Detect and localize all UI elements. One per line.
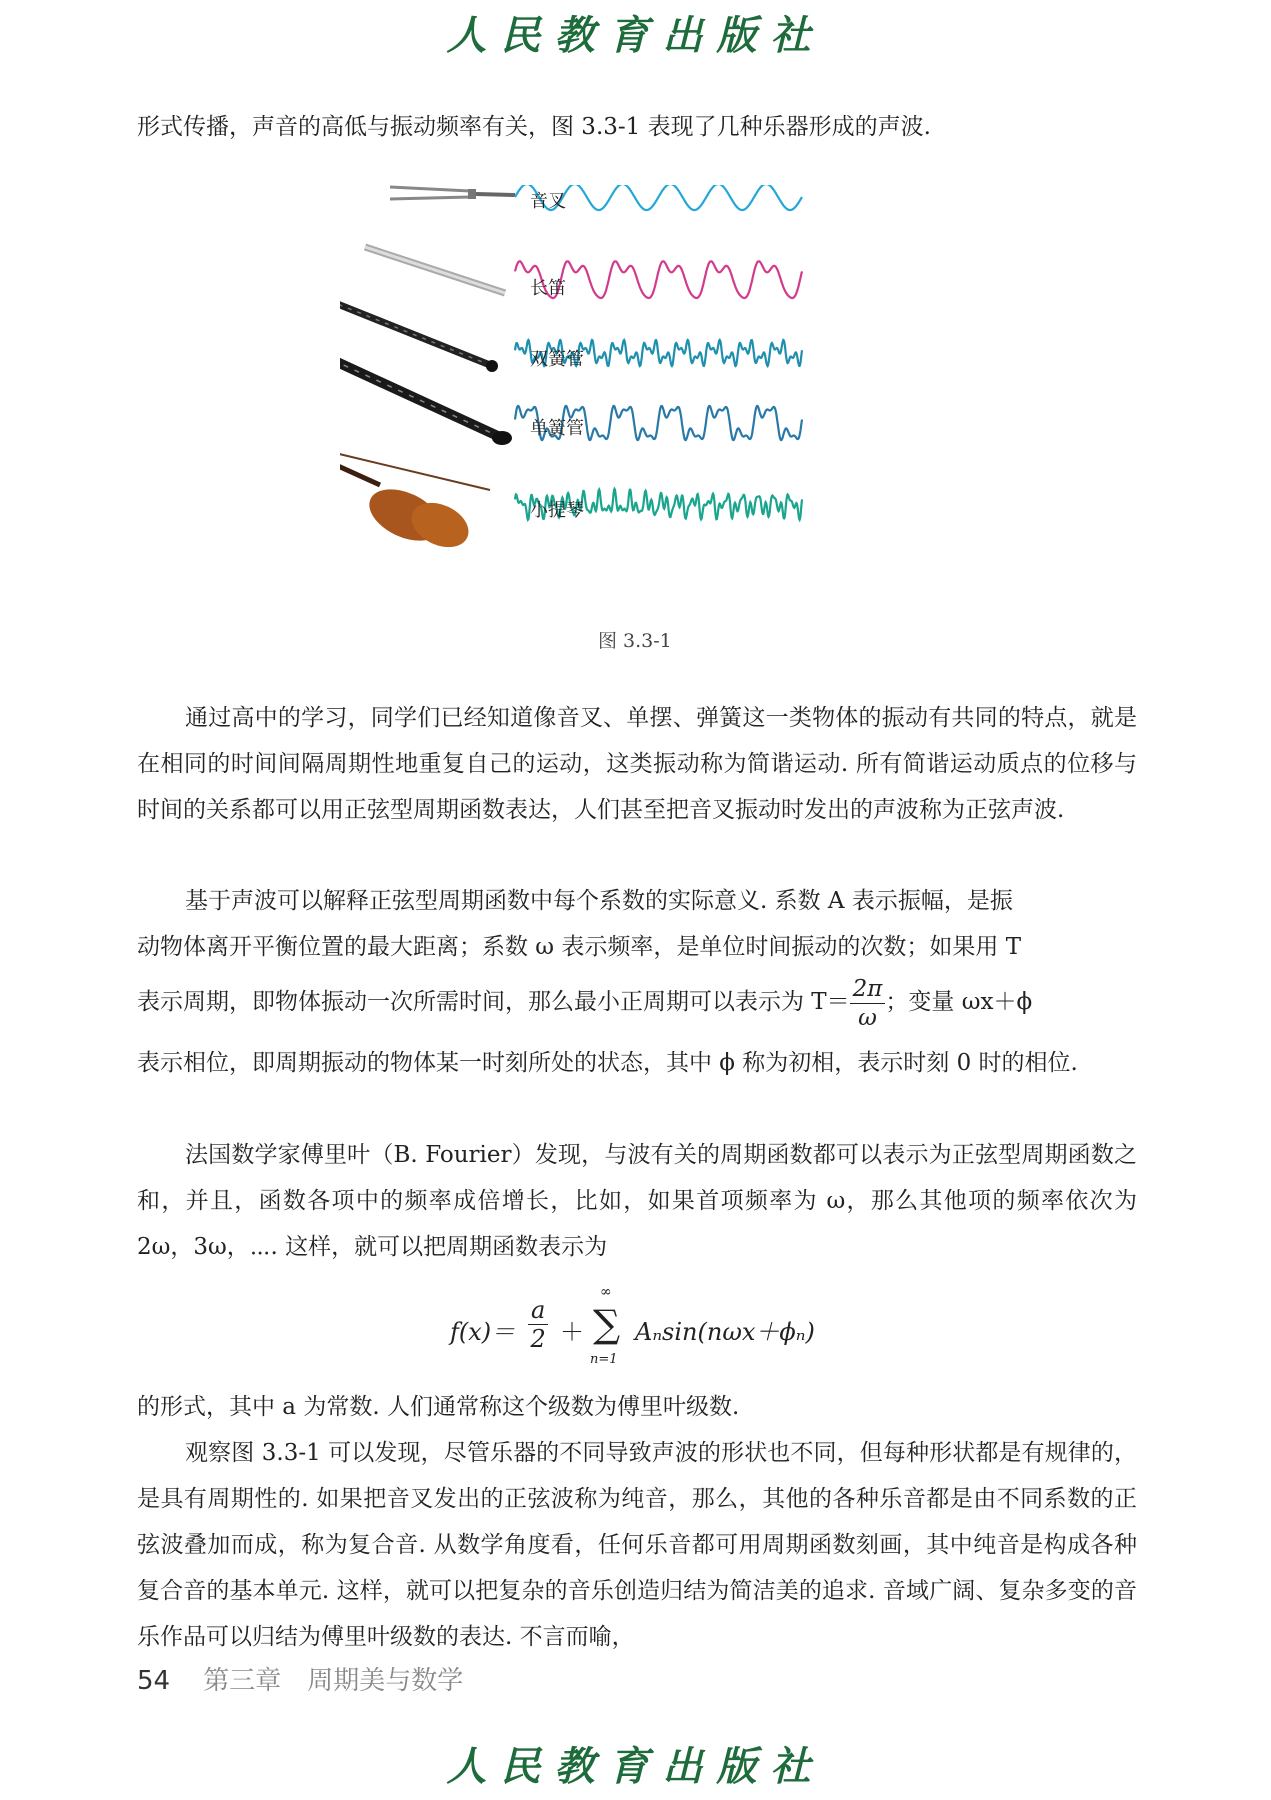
paragraph-coefficients-line1: 基于声波可以解释正弦型周期函数中每个系数的实际意义. 系数 A 表示振幅，是振	[185, 888, 1013, 914]
page-footer	[137, 1660, 463, 1697]
instrument-label-oboe: 双簧管	[530, 349, 584, 370]
formula-fraction-denominator: 2	[530, 1325, 546, 1353]
paragraph-fourier-series: 的形式，其中 a 为常数. 人们通常称这个级数为傅里叶级数.	[137, 1394, 740, 1420]
formula-lhs: f(x)＝	[450, 1318, 516, 1346]
paragraph-coefficients-line3	[137, 972, 1137, 1032]
paragraph-phase: 表示相位，即周期振动的物体某一时刻所处的状态，其中 ϕ 称为初相，表示时刻 0 时的相位.	[137, 1050, 1078, 1076]
sum-lower-limit: n=1	[590, 1352, 618, 1367]
chapter-title: 第三章 周期美与数学	[203, 1666, 464, 1696]
period-fraction	[850, 975, 886, 1032]
paragraph-harmonic-motion: 通过高中的学习，同学们已经知道像音叉、单摆、弹簧这一类物体的振动有共同的特点，就是在相同的时间间隔周期性地重复自己的运动，这类振动称为简谐运动. 所有简谐运动质点的位移与时间的关系都可以用正弦型周期函数表达，人们甚至把音叉振动时发出的声波称为正弦声波.	[137, 705, 1137, 823]
figure-sound-waves	[340, 185, 940, 655]
publisher-logo-bottom: 人民教育出版社	[446, 1743, 825, 1790]
instrument-label-tuning-fork: 音叉	[530, 191, 566, 212]
phase-text: ；变量 ωx＋ϕ	[885, 989, 1033, 1015]
paragraph-coefficients-line2: 动物体离开平衡位置的最大距离；系数 ω 表示频率，是单位时间振动的次数；如果用 T	[137, 934, 1022, 960]
formula-fraction-numerator: a	[528, 1296, 548, 1325]
paragraph-observation: 观察图 3.3-1 可以发现，尽管乐器的不同导致声波的形状也不同，但每种形状都是有规律的，是具有周期性的. 如果把音叉发出的正弦波称为纯音，那么，其他的各种乐音都是由不同系数的正弦波叠加而成，称为复合音. 从数学角度看，任何乐音都可用周期函数刻画，其中纯音是构成各种复合音的基本单元. 这样，就可以把复杂的音乐创造归结为简洁美的追求. 音域广阔、复杂多变的音乐作品可以归结为傅里叶级数的表达. 不言而喻，	[137, 1440, 1137, 1650]
instrument-label-clarinet: 单簧管	[530, 418, 584, 439]
formula-plus: ＋	[560, 1318, 584, 1346]
formula-term: Aₙsin(nωx＋ϕₙ)	[635, 1318, 815, 1346]
period-fraction-denominator: ω	[858, 1004, 877, 1031]
paragraph-intro: 形式传播，声音的高低与振动频率有关，图 3.3-1 表现了几种乐器形成的声波.	[137, 114, 931, 140]
sum-upper-limit: ∞	[600, 1284, 612, 1300]
formula-fraction	[528, 1296, 548, 1353]
sum-symbol: ∑	[593, 1302, 621, 1346]
paragraph-fourier: 法国数学家傅里叶（B. Fourier）发现，与波有关的周期函数都可以表示为正弦型周期函数之和，并且，函数各项中的频率成倍增长，比如，如果首项频率为 ω，那么其他项的频率依次为 2ω，3ω，⋯. 这样，就可以把周期函数表示为	[137, 1142, 1137, 1260]
fourier-series-formula	[450, 1286, 850, 1376]
period-fraction-numerator: 2π	[850, 975, 886, 1004]
page-number: 54	[137, 1666, 171, 1696]
instrument-label-violin: 小提琴	[530, 500, 584, 521]
publisher-logo-top: 人民教育出版社	[446, 12, 825, 59]
figure-caption: 图 3.3-1	[598, 630, 672, 652]
period-text: 表示周期，即物体振动一次所需时间，那么最小正周期可以表示为 T＝	[137, 989, 850, 1015]
instrument-label-flute: 长笛	[530, 278, 566, 299]
